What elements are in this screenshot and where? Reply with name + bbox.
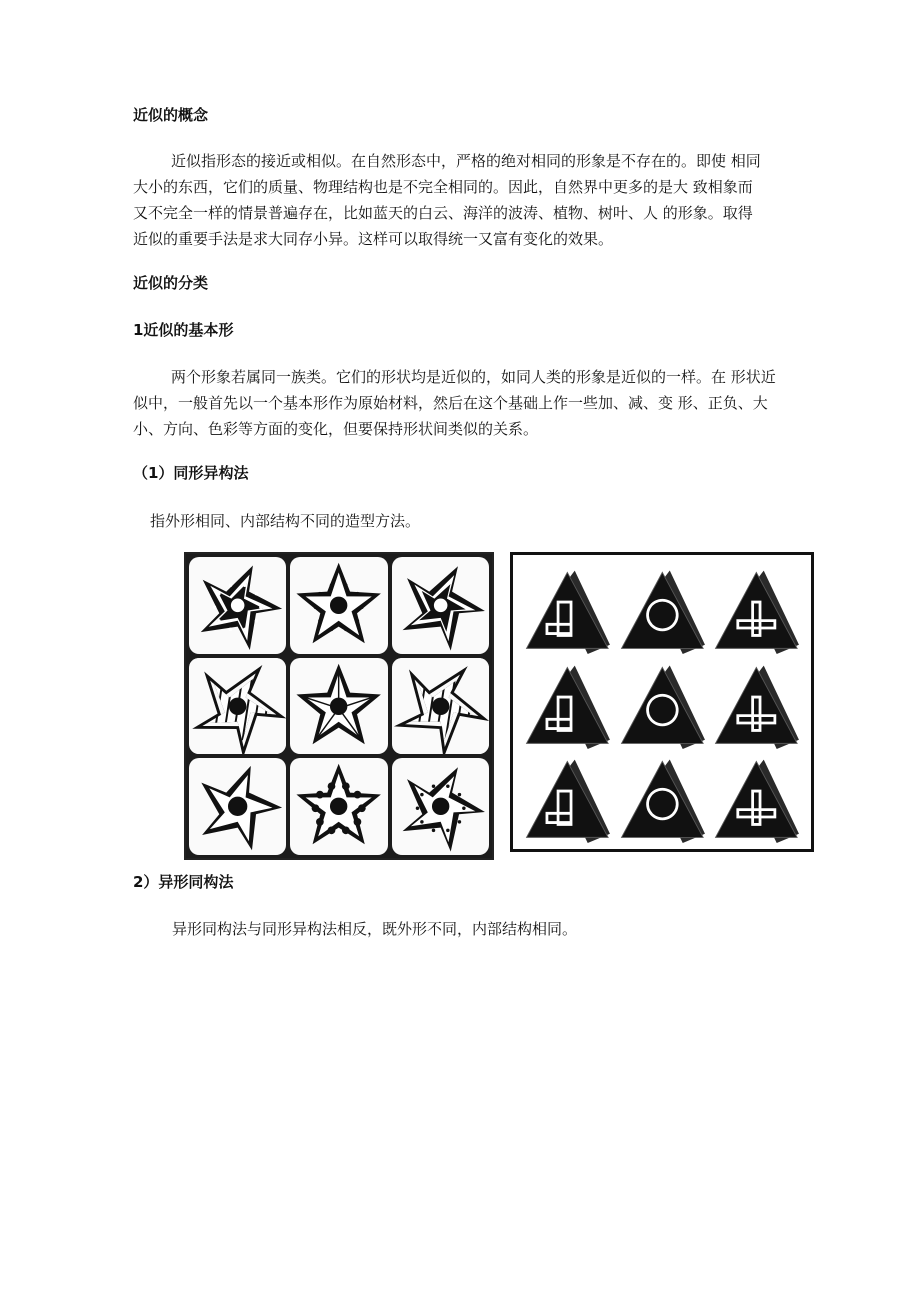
star-variation (189, 758, 286, 855)
heading-diff-shape: 2）异形同构法 (133, 873, 234, 891)
triangle-variation (521, 754, 614, 847)
triangle-variation (710, 754, 803, 847)
paragraph-line: 近似指形态的接近或相似。在自然形态中，严格的绝对相同的形象是不存在的。即使 相同 (171, 152, 761, 170)
paragraph-line: 小、方向、色彩等方面的变化，但要保持形状间类似的关系。 (133, 420, 539, 438)
triangle-variations-figure (510, 552, 814, 852)
star-variation (290, 658, 387, 755)
heading-same-shape: （1）同形异构法 (133, 464, 249, 482)
same-shape-description: 指外形相同、内部结构不同的造型方法。 (150, 512, 421, 530)
paragraph-line: 大小的东西，它们的质量、物理结构也是不完全相同的。因此，自然界中更多的是大 致相象而 (133, 178, 753, 196)
star-variation (392, 557, 489, 654)
star-variation (392, 658, 489, 755)
heading-concept: 近似的概念 (133, 106, 209, 124)
heading-basic-shape: 1近似的基本形 (133, 321, 234, 339)
star-variations-figure (184, 552, 494, 860)
triangle-variation (521, 565, 614, 658)
triangle-variation (616, 660, 709, 753)
star-variation (392, 758, 489, 855)
triangle-variation (710, 660, 803, 753)
paragraph-basic-shape (133, 364, 776, 442)
star-variation (290, 758, 387, 855)
paragraph-line: 又不完全一样的情景普遍存在，比如蓝天的白云、海洋的波涛、植物、树叶、人 的形象。取得 (133, 204, 753, 222)
triangle-variation (521, 660, 614, 753)
triangle-variation (616, 754, 709, 847)
diff-shape-description: 异形同构法与同形异构法相反，既外形不同，内部结构相同。 (172, 920, 578, 938)
paragraph-concept (133, 148, 761, 252)
star-variation (189, 658, 286, 755)
triangle-variation (710, 565, 803, 658)
star-variation (290, 557, 387, 654)
star-variation (189, 557, 286, 654)
paragraph-line: 似中，一般首先以一个基本形作为原始材料，然后在这个基础上作一些加、减、变 形、正负、大 (133, 394, 768, 412)
paragraph-line: 近似的重要手法是求大同存小异。这样可以取得统一又富有变化的效果。 (133, 230, 614, 248)
triangle-variation (616, 565, 709, 658)
paragraph-line: 两个形象若属同一族类。它们的形状均是近似的，如同人类的形象是近似的一样。在 形状近 (171, 368, 776, 386)
heading-classification: 近似的分类 (133, 274, 209, 292)
